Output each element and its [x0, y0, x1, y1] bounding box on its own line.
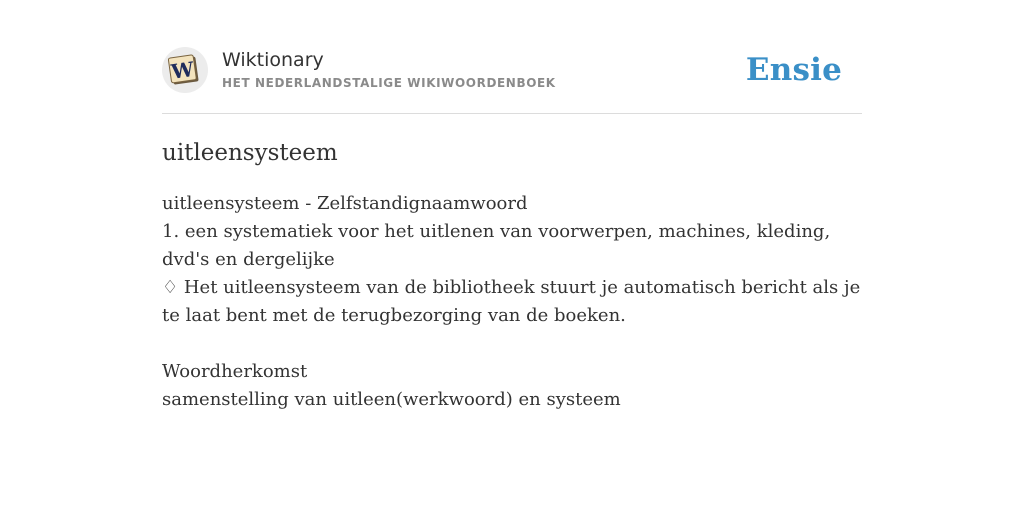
site-name[interactable]: Wiktionary: [222, 49, 324, 71]
entry-heading-line: uitleensysteem - Zelfstandignaamwoord: [162, 193, 528, 214]
entry-example: ♢ Het uitleensysteem van de bibliotheek stuurt je automatisch bericht als je te laat bent met de terugbezorging van de boeken.: [162, 277, 861, 326]
brand[interactable]: [162, 47, 556, 93]
wiktionary-logo-icon[interactable]: [162, 47, 208, 93]
etymology-label: Woordherkomst: [162, 361, 308, 382]
content-container: [162, 44, 862, 414]
logo-letter: W: [169, 56, 196, 84]
etymology-text: samenstelling van uitleen(werkwoord) en systeem: [162, 389, 621, 410]
entry-definition: 1. een systematiek voor het uitlenen van voorwerpen, machines, kleding, dvd's en dergelijke: [162, 221, 831, 270]
ensie-link[interactable]: Ensie: [745, 52, 842, 88]
site-tagline: HET NEDERLANDSTALIGE WIKIWOORDENBOEK: [222, 76, 556, 90]
page-title: uitleensysteem: [162, 140, 338, 166]
spacer: [162, 330, 862, 358]
entry-content: [162, 190, 862, 414]
brand-text: [222, 48, 556, 92]
site-header: [162, 44, 862, 114]
